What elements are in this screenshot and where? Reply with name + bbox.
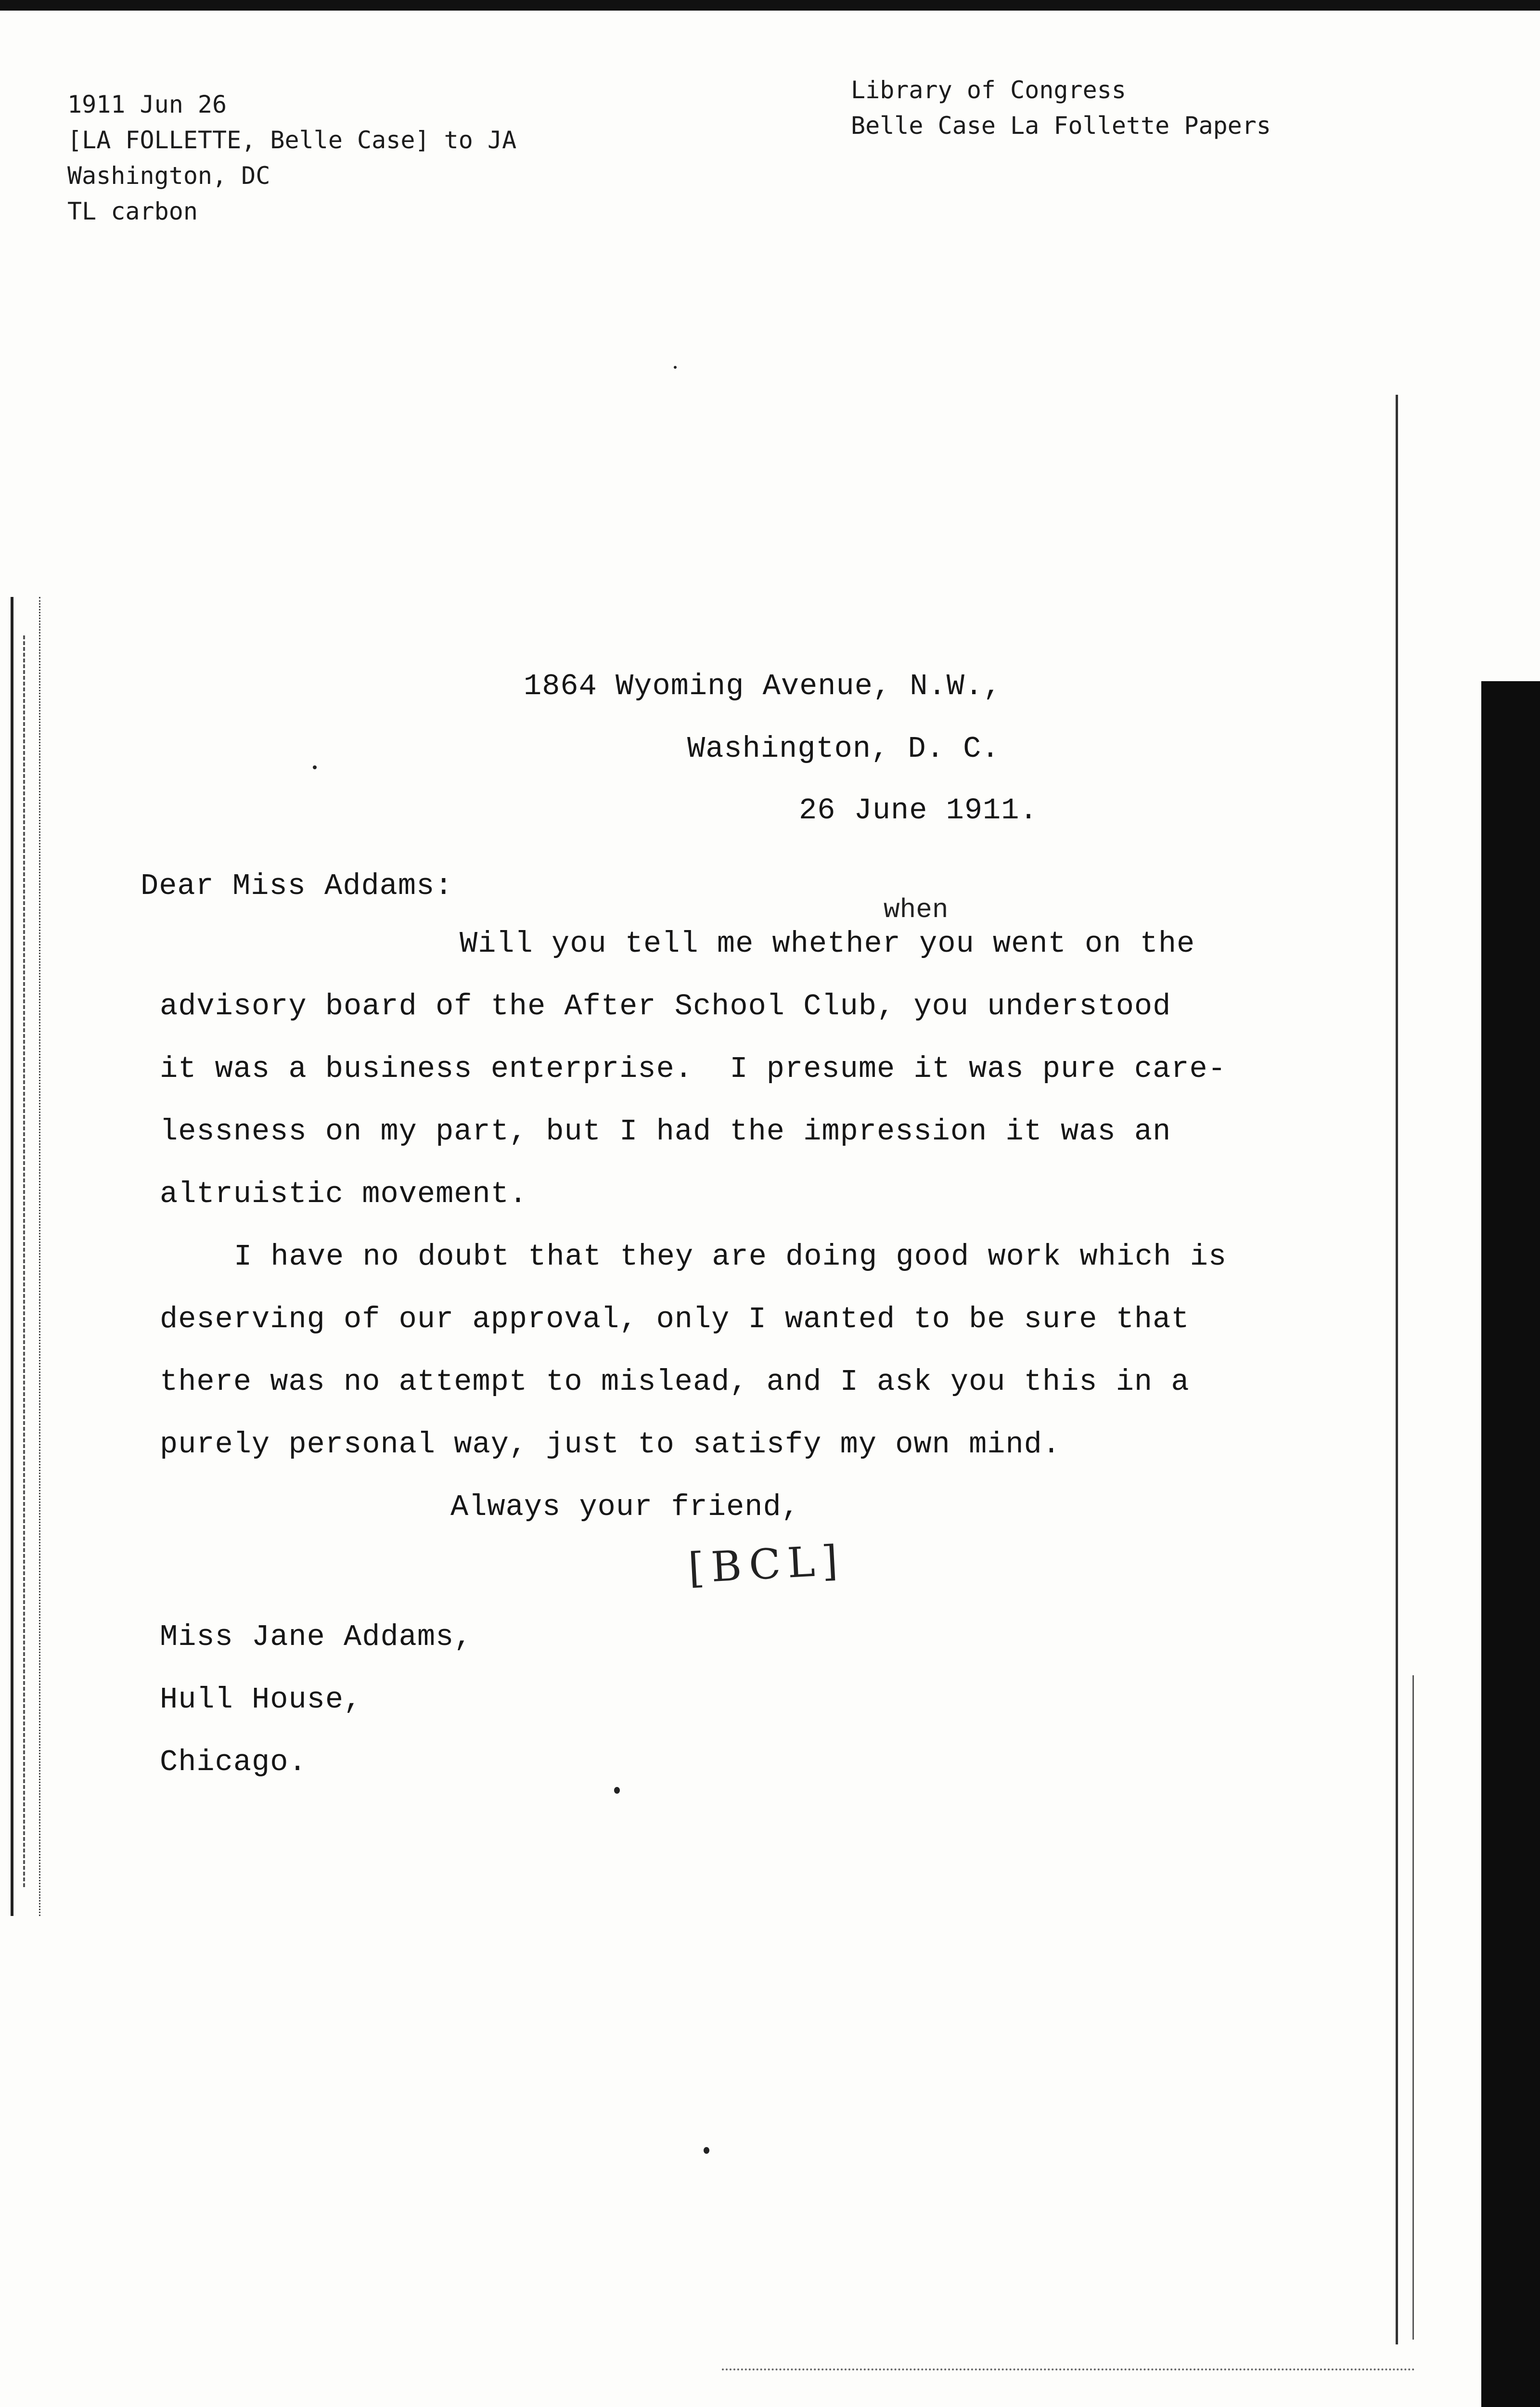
carbon-left-perforation	[23, 635, 25, 1887]
salutation: Dear Miss Addams:	[141, 869, 453, 903]
scan-speck	[674, 366, 677, 369]
address-line-2: Washington, D. C.	[687, 732, 1000, 766]
carbon-bottom-edge	[722, 2368, 1415, 2370]
letter-date: 26 June 1911.	[799, 793, 1038, 828]
paragraph-2-line-2: deserving of our approval, only I wanted to be sure that	[160, 1302, 1190, 1336]
address-line-1: 1864 Wyoming Avenue, N.W.,	[524, 669, 1002, 703]
signature-initials: [BCL]	[687, 1536, 846, 1593]
archive-correspondents: [LA FOLLETTE, Belle Case] to JA	[67, 126, 517, 154]
paragraph-1-line-1: Will you tell me whether you went on the	[460, 927, 1195, 961]
archive-repository: Library of Congress	[851, 76, 1126, 104]
closing: Always your friend,	[450, 1490, 800, 1524]
scan-speck	[313, 765, 317, 769]
paragraph-1-line-4: lessness on my part, but I had the impression it was an	[160, 1114, 1171, 1149]
paragraph-1-line-2: advisory board of the After School Club, you understood	[160, 989, 1171, 1023]
archive-format: TL carbon	[67, 197, 198, 225]
paragraph-2-line-4: purely personal way, just to satisfy my own mind.	[160, 1427, 1061, 1462]
scan-speck	[614, 1787, 620, 1794]
archive-collection: Belle Case La Follette Papers	[851, 112, 1271, 140]
paragraph-2-line-3: there was no attempt to mislead, and I ask you this in a	[160, 1365, 1190, 1399]
scan-right-shadow	[1481, 681, 1540, 2407]
archive-header-left	[67, 87, 516, 229]
paragraph-1-line-5: altruistic movement.	[160, 1177, 528, 1211]
scan-top-edge	[0, 0, 1540, 11]
carbon-left-edge	[11, 597, 40, 1916]
archive-place: Washington, DC	[67, 162, 270, 190]
archive-header-right	[851, 72, 1271, 143]
recipient-name: Miss Jane Addams,	[160, 1620, 473, 1654]
paragraph-2-line-1: I have no doubt that they are doing good work which is	[234, 1240, 1227, 1274]
paragraph-1-line-3: it was a business enterprise. I presume it was pure care-	[160, 1052, 1226, 1086]
archive-date: 1911 Jun 26	[67, 91, 227, 118]
scan-speck	[704, 2147, 709, 2154]
carbon-right-edge-secondary	[1412, 1675, 1414, 2340]
recipient-organization: Hull House,	[160, 1682, 362, 1717]
interlinear-insertion: when	[884, 894, 949, 925]
carbon-right-edge	[1396, 395, 1398, 2344]
recipient-city: Chicago.	[160, 1745, 307, 1779]
